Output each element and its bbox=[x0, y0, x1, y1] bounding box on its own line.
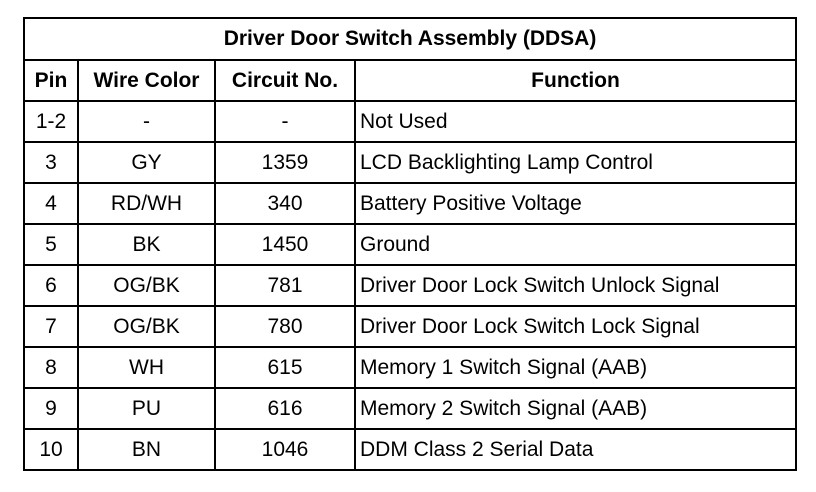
pin-cell: 3 bbox=[24, 142, 78, 183]
table-header-row bbox=[24, 60, 796, 101]
pin-cell: 8 bbox=[24, 347, 78, 388]
wire-color-cell: WH bbox=[78, 347, 215, 388]
function-cell: DDM Class 2 Serial Data bbox=[355, 429, 796, 470]
pin-cell: 10 bbox=[24, 429, 78, 470]
wire-color-cell: PU bbox=[78, 388, 215, 429]
wire-color-cell: RD/WH bbox=[78, 183, 215, 224]
header-function: Function bbox=[355, 60, 796, 101]
wire-color-cell: - bbox=[78, 101, 215, 142]
table-row bbox=[24, 347, 796, 388]
pin-cell: 5 bbox=[24, 224, 78, 265]
function-cell: Memory 1 Switch Signal (AAB) bbox=[355, 347, 796, 388]
circuit-no-cell: 780 bbox=[215, 306, 355, 347]
wire-color-cell: BN bbox=[78, 429, 215, 470]
circuit-no-cell: 615 bbox=[215, 347, 355, 388]
pin-cell: 9 bbox=[24, 388, 78, 429]
table-row bbox=[24, 101, 796, 142]
table-row bbox=[24, 388, 796, 429]
table-row bbox=[24, 142, 796, 183]
pin-cell: 7 bbox=[24, 306, 78, 347]
table-title-row bbox=[24, 18, 796, 60]
table-row bbox=[24, 224, 796, 265]
wire-color-cell: OG/BK bbox=[78, 265, 215, 306]
pin-cell: 4 bbox=[24, 183, 78, 224]
circuit-no-cell: - bbox=[215, 101, 355, 142]
wire-color-cell: BK bbox=[78, 224, 215, 265]
wire-color-cell: OG/BK bbox=[78, 306, 215, 347]
header-circuit-no: Circuit No. bbox=[215, 60, 355, 101]
function-cell: LCD Backlighting Lamp Control bbox=[355, 142, 796, 183]
circuit-no-cell: 781 bbox=[215, 265, 355, 306]
table-row bbox=[24, 265, 796, 306]
header-pin: Pin bbox=[24, 60, 78, 101]
table-row bbox=[24, 429, 796, 470]
pin-cell: 6 bbox=[24, 265, 78, 306]
table-title: Driver Door Switch Assembly (DDSA) bbox=[24, 18, 796, 60]
circuit-no-cell: 616 bbox=[215, 388, 355, 429]
table-row bbox=[24, 306, 796, 347]
circuit-no-cell: 340 bbox=[215, 183, 355, 224]
wire-color-cell: GY bbox=[78, 142, 215, 183]
function-cell: Memory 2 Switch Signal (AAB) bbox=[355, 388, 796, 429]
function-cell: Driver Door Lock Switch Lock Signal bbox=[355, 306, 796, 347]
pin-cell: 1-2 bbox=[24, 101, 78, 142]
circuit-no-cell: 1450 bbox=[215, 224, 355, 265]
ddsa-pinout-table bbox=[23, 17, 797, 471]
function-cell: Battery Positive Voltage bbox=[355, 183, 796, 224]
function-cell: Ground bbox=[355, 224, 796, 265]
table-row bbox=[24, 183, 796, 224]
function-cell: Driver Door Lock Switch Unlock Signal bbox=[355, 265, 796, 306]
header-wire-color: Wire Color bbox=[78, 60, 215, 101]
circuit-no-cell: 1359 bbox=[215, 142, 355, 183]
circuit-no-cell: 1046 bbox=[215, 429, 355, 470]
function-cell: Not Used bbox=[355, 101, 796, 142]
